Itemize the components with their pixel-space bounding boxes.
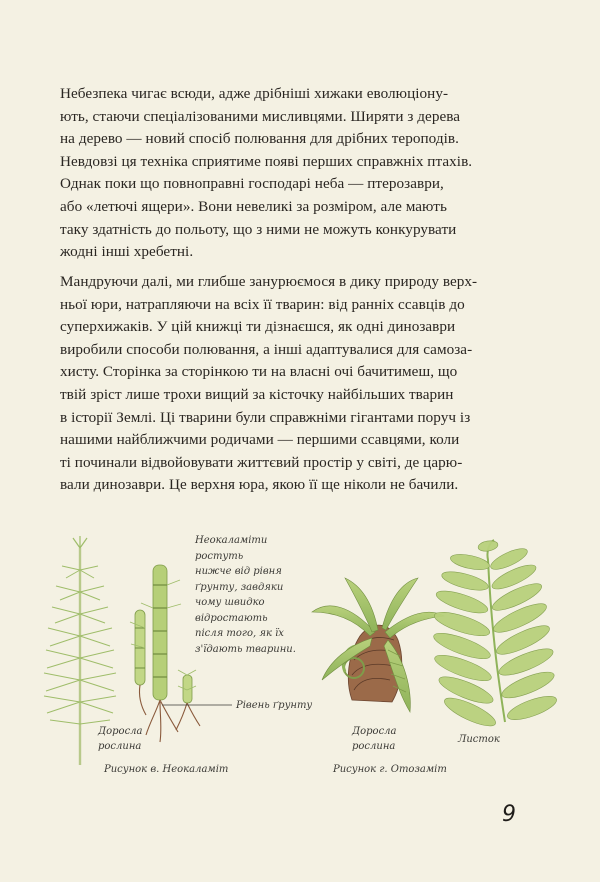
paragraph-1-line: Небезпека чигає всюди, адже дрібніші хижаки еволюціону- <box>60 85 449 102</box>
paragraph-2-line: вали динозаври. Це верхня юра, якою її ще ніколи не бачили. <box>60 476 459 494</box>
paragraph-2-line: хисту. Сторінка за сторінкою ти на власні очі бачитимеш, що <box>60 363 458 381</box>
paragraph-1-line: Однак поки що повноправні господарі неба — птерозаври, <box>60 175 444 193</box>
paragraph-2-line: ті починали відвойовувати життєвий простір у світі, де царю- <box>60 453 463 471</box>
paragraph-1-line: таку здатність до польоту, що з ними не можуть конкурувати <box>60 220 457 238</box>
paragraph-1-line: ють, стаючи спеціалізованими мисливцями. Ширяти з дерева <box>60 107 461 125</box>
paragraph-1-line: жодні інші хребетні. <box>60 243 194 261</box>
paragraph-2-line: суперхижаків. У цій книжці ти дізнаєшся, як одні динозаври <box>60 318 456 336</box>
otozamites-adult-plant <box>312 578 444 712</box>
leaf-label: Листок <box>458 734 500 745</box>
figure-g-caption: Рисунок г. Отозаміт <box>333 764 447 775</box>
paragraph-2-line: нашими найближчими родичами — першими ссавцями, коли <box>60 431 460 449</box>
otozamites-adult-label-line1: Доросла <box>352 726 397 737</box>
figure-v-caption: Рисунок в. Неокаламіт <box>104 764 229 775</box>
paragraph-2-line: виробили способи полювання, а інші адаптувалися для самоза- <box>60 340 473 358</box>
paragraph-2-line: твій зріст лише трохи вищий за кісточку найбільших тварин <box>60 385 454 403</box>
otozamites-adult-label-line2: рослина <box>352 741 396 752</box>
neocalamites-note: Неокаламіти ростуть нижче від рівня ґрунту, завдяки чому швидко відростають після того, як їх з'їдають тварини. <box>195 535 296 655</box>
paragraph-1-line: або «летючі ящери». Вони невеликі за розміром, але мають <box>60 197 447 215</box>
ground-level-label: Рівень ґрунту <box>236 700 313 711</box>
paragraph-1-line: на дерево — новий спосіб полювання для дрібних тероподів. <box>60 130 459 148</box>
page-number: 9 <box>502 802 516 827</box>
paragraph-1-line: Невдовзі ця техніка сприятиме появі перших справжніх птахів. <box>60 152 473 170</box>
neocalamites-adult-label-line2: рослина <box>98 741 142 752</box>
paragraph-2-line: в історії Землі. Ці тварини були справжніми гігантами поруч із <box>60 408 471 426</box>
paragraph-2-line: Мандруючи далі, ми глибше занурюємося в дику природу верх- <box>60 273 478 290</box>
neocalamites-adult-label-line1: Доросла <box>98 726 143 737</box>
neocalamites-shoots <box>130 565 200 742</box>
paragraph-2-line: ньої юри, натрапляючи на всіх її тварин: від ранніх ссавців до <box>60 295 465 313</box>
otozamites-leaf <box>431 539 559 731</box>
